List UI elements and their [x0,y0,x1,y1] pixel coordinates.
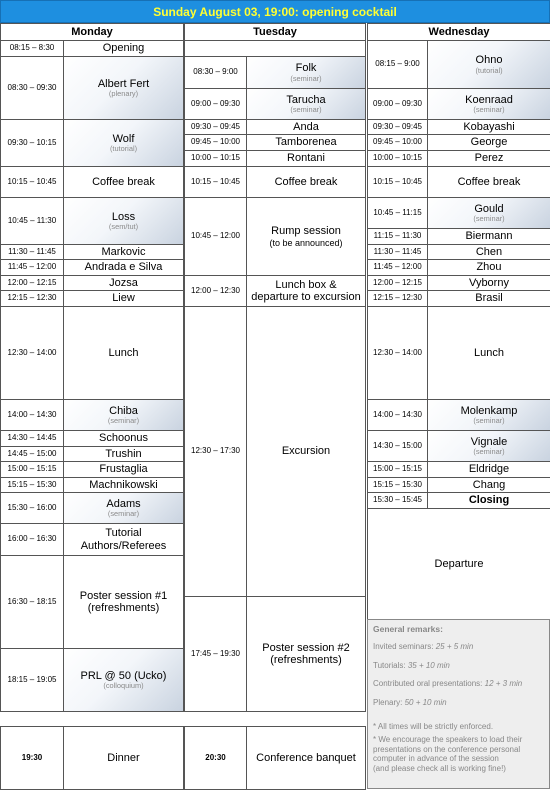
session-cell [427,461,550,478]
session-cell [63,477,184,493]
session-title: Vyborny [469,276,509,289]
session-cell [63,430,184,447]
session-cell [427,150,550,167]
time-cell: 16:00 – 16:30 [0,523,64,556]
session-type: (tutorial) [475,65,503,75]
session-type: (tutorial) [109,144,138,154]
session-title: Dinner [107,751,140,764]
empty-slot [184,40,366,57]
time-cell: 12:15 – 12:30 [367,290,428,307]
session-title: Chang [472,478,506,491]
time-cell: 08:15 – 8:30 [0,40,64,57]
time-cell: 12:30 – 14:00 [367,306,428,400]
time-cell: 18:15 – 19:05 [0,648,64,712]
session-cell [427,275,550,291]
session-cell [246,726,366,790]
session-title: George [470,136,508,149]
session-cell [63,56,184,120]
session-title: Rump session [271,225,341,238]
time-cell: 09:30 – 09:45 [184,119,247,135]
session-type: (seminar) [473,214,505,224]
session-type: (seminar) [107,416,140,426]
session-cell [427,197,550,229]
session-title: Departure [434,557,484,570]
remark-line: Contributed oral presentations: 12 + 3 min [373,679,523,689]
time-cell: 09:00 – 09:30 [367,88,428,120]
time-cell: 10:45 – 12:00 [184,197,247,276]
session-cell [63,648,184,712]
session-cell [63,275,184,291]
time-cell: 10:15 – 10:45 [184,166,247,198]
time-cell: 10:45 – 11:15 [367,197,428,229]
session-cell [427,259,550,276]
time-cell: 15:30 – 16:00 [0,492,64,524]
session-title: Loss [111,210,136,223]
session-title: Anda [293,120,319,133]
session-title: Closing [468,494,510,507]
session-title: Machnikowski [89,478,158,491]
time-cell: 11:45 – 12:00 [0,259,64,276]
session-cell [63,399,184,431]
session-type: (seminar) [473,105,505,115]
session-title: Frustaglia [99,463,148,476]
session-cell [246,596,366,712]
session-cell [63,461,184,478]
time-cell: 17:45 – 19:30 [184,596,247,712]
time-cell: 12:00 – 12:30 [184,275,247,307]
session-title: Perez [474,152,504,165]
session-cell [63,119,184,167]
session-title: Poster session #2 (refreshments) [262,641,350,666]
session-cell [63,290,184,307]
session-title: PRL @ 50 (Ucko) [80,669,167,682]
session-cell [63,166,184,198]
time-cell: 10:00 – 10:15 [367,150,428,167]
session-cell [427,399,550,431]
session-cell [63,306,184,400]
session-cell [427,244,550,260]
session-cell [246,56,366,89]
session-cell [427,228,550,245]
session-type: (seminar) [107,509,140,519]
session-cell [63,492,184,524]
session-title: Rontani [287,152,325,165]
session-type: (seminar) [473,416,505,426]
time-cell: 15:00 – 15:15 [0,461,64,478]
session-title: Folk [295,62,317,75]
session-title: Trushin [105,447,142,460]
session-title: Wolf [112,132,135,145]
time-cell: 15:15 – 15:30 [0,477,64,493]
remark-line: Invited seminars: 25 + 5 min [373,642,474,652]
session-cell [246,150,366,167]
remark-note: * We encourage the speakers to load their presentations on the conference personal computer in advance of the session (and please check all is working fine!) [373,735,523,773]
opening-banner: Sunday August 03, 19:00: opening cocktail [0,0,550,23]
session-title: Opening [102,42,145,55]
session-cell [427,166,550,198]
time-cell: 15:00 – 15:15 [367,461,428,478]
general-remarks [367,619,550,789]
session-title: Vignale [470,435,508,448]
time-cell: 10:45 – 11:30 [0,197,64,245]
session-title: Coffee break [92,175,155,188]
time-cell: 09:00 – 09:30 [184,88,247,120]
time-cell: 14:00 – 14:30 [0,399,64,431]
session-title: Tamborenea [275,136,337,149]
session-title: Adams [106,497,141,510]
time-cell: 09:45 – 10:00 [367,134,428,151]
time-cell: 14:30 – 15:00 [367,430,428,462]
remark-line: Plenary: 50 + 10 min [373,697,447,707]
session-title: Brasil [475,292,503,305]
day-header-monday: Monday [0,23,184,41]
session-cell [427,40,550,89]
time-cell: 08:30 – 9:00 [184,56,247,89]
time-cell: 12:00 – 12:15 [0,275,64,291]
session-type: (colloquium) [103,681,144,691]
time-cell: 15:15 – 15:30 [367,477,428,493]
session-cell [246,197,366,276]
time-cell: 10:15 – 10:45 [0,166,64,198]
session-title: Lunch [474,346,504,359]
day-header-tuesday: Tuesday [184,23,366,41]
session-title: Liew [112,292,135,305]
session-title: Jozsa [109,276,138,289]
session-cell [63,244,184,260]
time-cell: 10:15 – 10:45 [367,166,428,198]
session-cell [63,259,184,276]
time-cell: 09:45 – 10:00 [184,134,247,151]
session-title: Chiba [109,404,138,417]
session-title: Ohno [475,54,503,67]
session-cell [63,523,184,556]
session-cell [427,134,550,151]
session-cell [63,40,184,57]
time-cell: 11:30 – 11:45 [0,244,64,260]
time-cell: 14:30 – 14:45 [0,430,64,447]
session-type: (seminar) [473,447,505,457]
session-cell [246,134,366,151]
time-cell: 12:15 – 12:30 [0,290,64,307]
session-cell [246,306,366,597]
session-cell [63,446,184,462]
time-cell: 10:00 – 10:15 [184,150,247,167]
time-cell: 14:00 – 14:30 [367,399,428,431]
session-type: (to be announced) [269,237,343,248]
time-cell: 11:45 – 12:00 [367,259,428,276]
remarks-title: General remarks: [373,624,443,634]
session-title: Markovic [101,245,146,258]
time-cell: 09:30 – 09:45 [367,119,428,135]
session-title: Coffee break [457,175,521,188]
session-cell [63,197,184,245]
session-cell [427,306,550,400]
session-cell [427,88,550,120]
time-cell: 14:45 – 15:00 [0,446,64,462]
time-cell: 15:30 – 15:45 [367,492,428,509]
session-title: Biermann [465,230,513,243]
session-title: Tarucha [286,93,326,106]
time-cell: 12:30 – 14:00 [0,306,64,400]
session-cell [427,119,550,135]
session-title: Poster session #1 (refreshments) [79,589,168,614]
session-cell [246,88,366,120]
time-cell: 11:30 – 11:45 [367,244,428,260]
session-type: (sem/tut) [108,222,139,232]
session-cell [427,492,550,509]
session-title: Chen [475,245,503,258]
session-cell [246,166,366,198]
session-title: Coffee break [274,175,338,188]
session-type: (plenary) [108,89,139,99]
session-title: Zhou [476,261,502,274]
time-cell: 08:15 – 9:00 [367,40,428,89]
session-cell [427,290,550,307]
session-cell [367,508,550,620]
time-cell: 12:00 – 12:15 [367,275,428,291]
session-cell [427,430,550,462]
session-title: Andrada e Silva [84,261,163,274]
time-cell: 19:30 [0,726,64,790]
session-title: Conference banquet [256,751,356,764]
session-title: Lunch box & departure to excursion [251,278,361,303]
session-title: Schoonus [99,432,148,445]
session-title: Gould [474,202,504,215]
time-cell: 08:30 – 09:30 [0,56,64,120]
session-type: (seminar) [290,73,322,83]
session-title: Lunch [108,346,139,359]
session-cell [63,726,184,790]
session-title: Tutorial Authors/Referees [80,527,167,552]
time-cell: 09:30 – 10:15 [0,119,64,167]
time-cell: 11:15 – 11:30 [367,228,428,245]
session-title: Excursion [281,445,331,458]
session-title: Eldridge [468,463,510,476]
session-cell [63,555,184,649]
session-title: Koenraad [465,93,513,106]
session-title: Molenkamp [460,404,518,417]
session-cell [246,275,366,307]
day-header-wednesday: Wednesday [367,23,550,41]
remark-line: Tutorials: 35 + 10 min [373,660,450,670]
time-cell: 12:30 – 17:30 [184,306,247,597]
session-title: Kobayashi [463,120,515,133]
remark-note: * All times will be strictly enforced. [373,721,494,731]
session-cell [427,477,550,493]
time-cell: 20:30 [184,726,247,790]
session-cell [246,119,366,135]
time-cell: 16:30 – 18:15 [0,555,64,649]
session-title: Albert Fert [97,77,150,90]
session-type: (seminar) [290,105,322,115]
